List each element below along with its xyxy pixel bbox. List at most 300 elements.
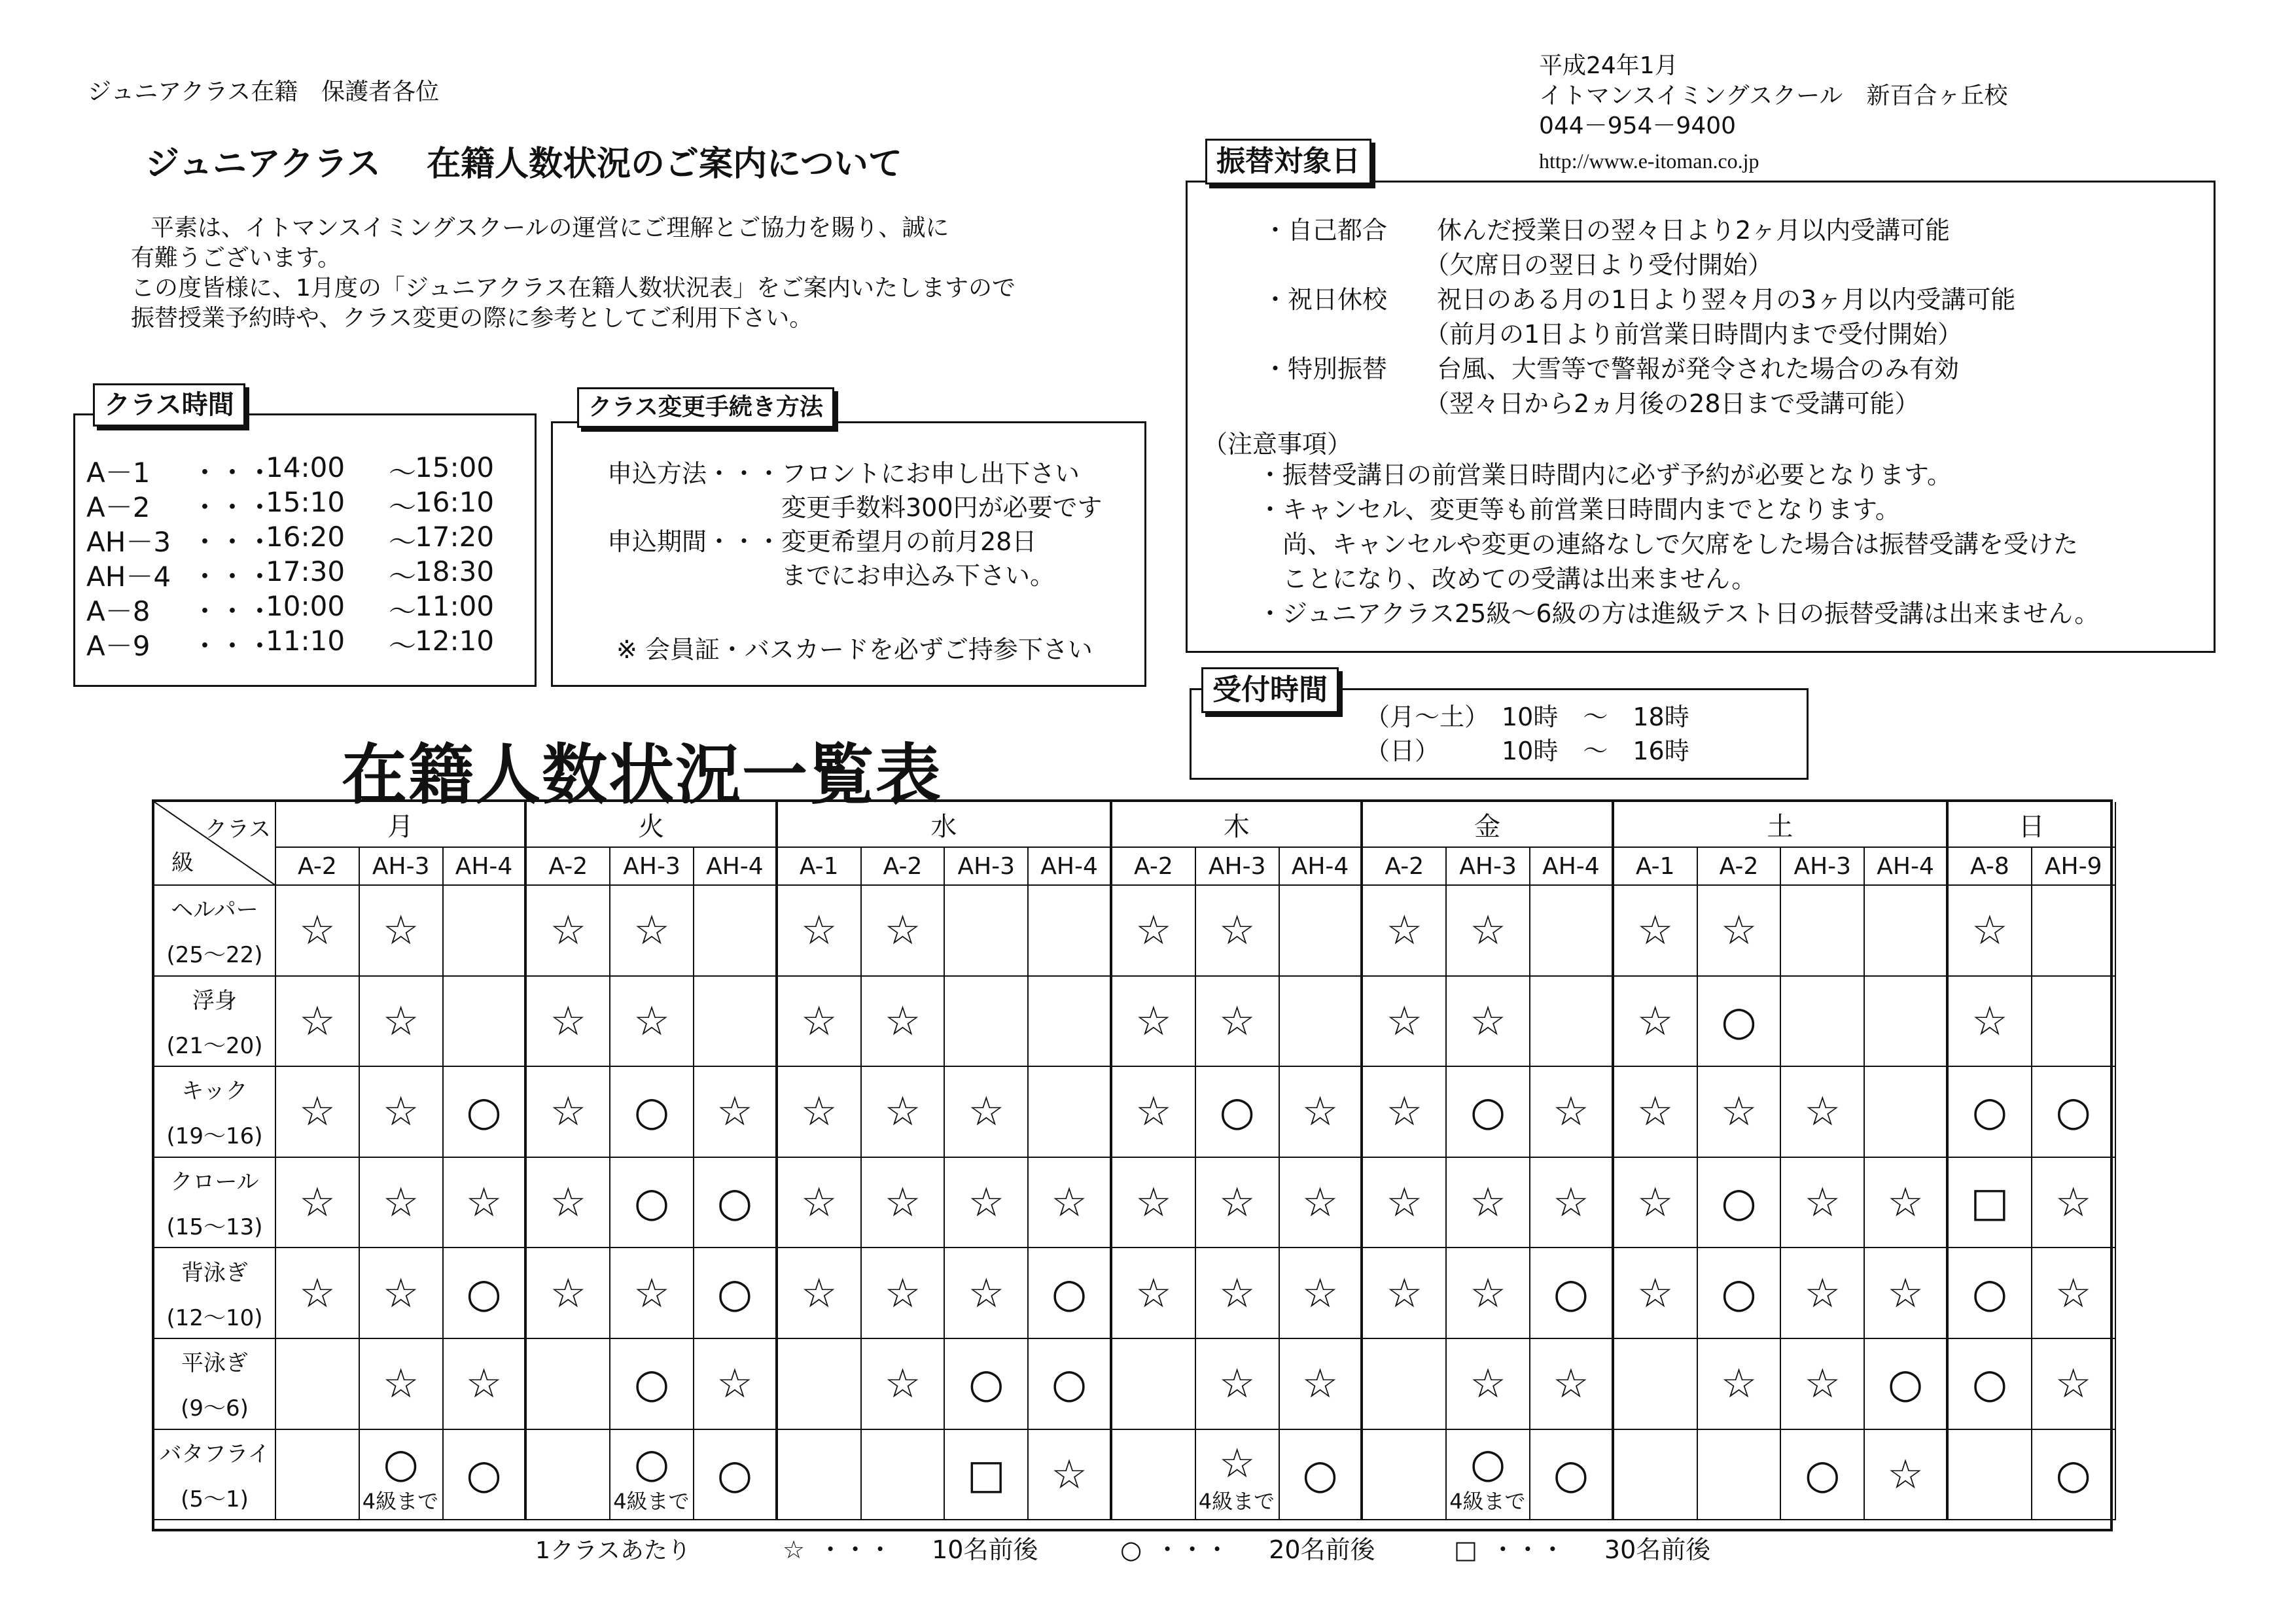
status-cell [2032, 1158, 2116, 1249]
status-cell [1781, 1339, 1865, 1430]
class-time-end: 17:20 [415, 521, 495, 553]
status-cell [694, 886, 778, 977]
status-symbol: ☆ [1470, 906, 1506, 954]
status-cell [444, 1339, 527, 1430]
legend-dots: ・・・ [818, 1535, 893, 1564]
level-range: (15～13) [166, 1214, 263, 1241]
status-cell [276, 1067, 360, 1158]
status-symbol: ☆ [1135, 1178, 1172, 1227]
status-cell [1614, 977, 1698, 1068]
bring-card-note: ※ 会員証・バスカードを必ずご持参下さい [616, 635, 1093, 664]
class-header: AH-4 [1530, 848, 1614, 886]
class-header: A-1 [1614, 848, 1698, 886]
change-procedure-text [607, 457, 1103, 593]
status-cell [1280, 1067, 1364, 1158]
status-cell [276, 1248, 360, 1339]
level-range: (9～6) [181, 1395, 249, 1422]
status-cell [1112, 1339, 1196, 1430]
status-symbol: ○ [1470, 1439, 1506, 1487]
status-symbol: ☆ [1553, 1359, 1589, 1408]
status-symbol: ☆ [800, 996, 838, 1045]
status-symbol: ☆ [633, 996, 670, 1045]
status-symbol: ☆ [1051, 1450, 1087, 1498]
status-symbol: ☆ [1470, 1178, 1506, 1227]
legend-dots: ・・・ [1155, 1535, 1230, 1564]
status-cell [444, 1248, 527, 1339]
level-name: バタフライ [159, 1440, 270, 1467]
class-header: AH-3 [360, 848, 444, 886]
status-cell [1280, 977, 1364, 1068]
status-symbol: ○ [2055, 1087, 2091, 1136]
day-header: 日 [1949, 802, 2116, 848]
status-cell [1698, 886, 1782, 977]
status-cell [2032, 1067, 2116, 1158]
status-symbol: ☆ [550, 1178, 587, 1227]
status-cell [2032, 1339, 2116, 1430]
makeup-rules [1263, 213, 2015, 421]
class-time-start: 11:10 [266, 625, 345, 657]
legend-text: 10名前後 [932, 1535, 1038, 1564]
legend-text: 20名前後 [1269, 1535, 1375, 1564]
status-cell [945, 1067, 1029, 1158]
status-cell [778, 1248, 862, 1339]
status-symbol: ☆ [1553, 1178, 1589, 1227]
class-time-start: 10:00 [266, 590, 345, 622]
status-cell [360, 1158, 444, 1249]
status-cell [1363, 1248, 1447, 1339]
status-cell [1447, 1158, 1530, 1249]
status-symbol: ☆ [382, 1268, 419, 1317]
class-header: AH-3 [1196, 848, 1280, 886]
level-name: ヘルパー [171, 897, 258, 924]
status-cell [444, 1430, 527, 1521]
status-cell [862, 886, 945, 977]
change-line: までにお申込み下さい。 [607, 561, 1055, 590]
status-symbol: ○ [1971, 1359, 2007, 1408]
status-cell [444, 1158, 527, 1249]
class-header: AH-9 [2032, 848, 2116, 886]
class-time-start: 17:30 [266, 555, 345, 587]
status-cell [1196, 1430, 1280, 1521]
status-symbol: ○ [383, 1439, 419, 1487]
status-cell [1280, 886, 1364, 977]
status-symbol: ○ [716, 1450, 752, 1498]
status-symbol: ☆ [800, 906, 838, 954]
class-time-dots: ・・・ [191, 595, 274, 627]
level-label [154, 977, 276, 1068]
status-cell [276, 1158, 360, 1249]
status-symbol: ☆ [1051, 1178, 1087, 1227]
status-cell [1029, 977, 1112, 1068]
status-symbol: □ [966, 1450, 1006, 1498]
legend-symbol: ○ [1120, 1535, 1142, 1564]
status-cell [360, 886, 444, 977]
status-symbol: ☆ [1218, 906, 1256, 954]
class-header: A-2 [1363, 848, 1447, 886]
class-time-start: 16:20 [266, 521, 345, 553]
status-symbol: ☆ [884, 1087, 921, 1136]
status-cell [444, 977, 527, 1068]
status-symbol: ☆ [1636, 906, 1674, 954]
status-symbol: ☆ [1386, 906, 1423, 954]
class-time-tilde: ～ [389, 491, 417, 523]
status-cell [1614, 1067, 1698, 1158]
status-symbol: ☆ [884, 996, 921, 1045]
status-symbol: ☆ [1135, 1268, 1172, 1317]
status-symbol: ○ [466, 1268, 502, 1317]
status-cell [1112, 886, 1196, 977]
class-time-end: 12:10 [415, 625, 495, 657]
page-title: ジュニアクラス 在籍人数状況のご案内について [145, 145, 902, 184]
status-symbol: ☆ [1553, 1087, 1589, 1136]
level-range: (19～16) [166, 1123, 263, 1150]
class-time-tilde: ～ [389, 630, 417, 662]
note-line: ことになり、改めての受講は出来ません。 [1258, 565, 1757, 593]
day-header: 火 [527, 802, 777, 848]
status-cell [1698, 1158, 1782, 1249]
recipient: ジュニアクラス在籍 保護者各位 [88, 79, 440, 105]
class-time-dots: ・・・ [191, 457, 274, 489]
status-symbol: ☆ [1636, 1268, 1674, 1317]
status-cell [276, 1430, 360, 1521]
class-time-code: A－8 [86, 595, 150, 627]
status-cell [1363, 1067, 1447, 1158]
status-symbol: ○ [716, 1268, 752, 1317]
status-cell [862, 1158, 945, 1249]
status-cell [945, 1248, 1029, 1339]
status-cell [694, 1158, 778, 1249]
legend-item [783, 1529, 1038, 1565]
status-symbol: ☆ [550, 996, 587, 1045]
status-cell [1196, 886, 1280, 977]
status-symbol: ○ [466, 1087, 502, 1136]
class-time-end: 18:30 [415, 555, 495, 587]
status-cell [1781, 977, 1865, 1068]
level-name: 浮身 [192, 987, 237, 1014]
status-cell [1029, 1430, 1112, 1521]
status-cell [360, 1067, 444, 1158]
level-label [154, 1158, 276, 1249]
change-line: 申込期間・・・変更希望月の前月28日 [607, 527, 1037, 556]
status-cell [527, 1430, 610, 1521]
status-symbol: □ [1970, 1178, 2009, 1227]
website-url: http://www.e-itoman.co.jp [1539, 149, 1759, 173]
status-symbol: ☆ [2055, 1178, 2092, 1227]
status-cell [1363, 1339, 1447, 1430]
status-cell [1196, 1067, 1280, 1158]
class-header: A-2 [862, 848, 945, 886]
status-symbol: ☆ [299, 1087, 336, 1136]
status-cell [778, 977, 862, 1068]
status-cell [1280, 1248, 1364, 1339]
class-time-tilde: ～ [389, 457, 417, 489]
class-header: AH-4 [1029, 848, 1112, 886]
status-symbol: ○ [1470, 1087, 1506, 1136]
status-cell [610, 1248, 694, 1339]
level-range: (21～20) [166, 1032, 263, 1059]
legend-dots: ・・・ [1490, 1535, 1565, 1564]
school-name: イトマンスイミングスクール 新百合ヶ丘校 [1539, 82, 2008, 109]
status-symbol: ☆ [1135, 996, 1172, 1045]
level-label [154, 886, 276, 977]
status-cell [2032, 1248, 2116, 1339]
status-symbol: ☆ [1135, 1087, 1172, 1136]
status-cell [360, 1339, 444, 1430]
status-symbol: ☆ [1971, 996, 2008, 1045]
change-line: 変更手数料300円が必要です [607, 493, 1103, 522]
class-header: AH-4 [694, 848, 778, 886]
status-cell [1949, 977, 2032, 1068]
status-symbol: ☆ [968, 1087, 1005, 1136]
status-cell [778, 1158, 862, 1249]
status-cell [778, 1067, 862, 1158]
day-header: 月 [276, 802, 527, 848]
status-symbol: ☆ [1470, 1359, 1506, 1408]
status-symbol: ☆ [1887, 1450, 1924, 1498]
note-line: 尚、キャンセルや変更の連絡なしで欠席をした場合は振替受講を受けた [1258, 530, 2079, 559]
date: 平成24年1月 [1539, 52, 1678, 79]
class-header: AH-3 [1781, 848, 1865, 886]
status-symbol: ☆ [299, 906, 336, 954]
status-cell [1112, 1158, 1196, 1249]
level-range: (25～22) [166, 942, 263, 969]
status-cell [862, 1067, 945, 1158]
status-cell [1865, 1067, 1949, 1158]
makeup-line: ・特別振替 台風、大雪等で警報が発令された場合のみ有効 [1263, 355, 1960, 383]
class-header: AH-4 [444, 848, 527, 886]
class-header: AH-3 [945, 848, 1029, 886]
status-symbol: ☆ [382, 996, 419, 1045]
intro-line: 有難うございます。 [131, 245, 342, 271]
makeup-line: （前月の1日より前営業日時間内まで受付開始） [1263, 320, 1963, 349]
status-symbol: ☆ [1301, 1359, 1339, 1408]
status-cell [1949, 1339, 2032, 1430]
status-cell [1949, 1248, 2032, 1339]
status-symbol: ☆ [716, 1359, 753, 1408]
corner-class-label: クラス [205, 816, 271, 843]
status-cell [1112, 1248, 1196, 1339]
status-cell [527, 886, 610, 977]
class-time-code: A－1 [86, 457, 150, 489]
reception-tag: 受付時間 [1201, 667, 1339, 713]
status-symbol: ☆ [884, 1268, 921, 1317]
status-cell [1029, 1067, 1112, 1158]
status-cell [862, 1248, 945, 1339]
status-cell [1698, 1339, 1782, 1430]
class-header: AH-4 [1865, 848, 1949, 886]
level-label [154, 1430, 276, 1521]
status-cell [1112, 1430, 1196, 1521]
status-symbol: ☆ [1804, 1178, 1841, 1227]
status-cell [1698, 1067, 1782, 1158]
class-time-code: A－9 [86, 630, 150, 662]
status-symbol: ☆ [633, 1268, 670, 1317]
makeup-line: ・祝日休校 祝日のある月の1日より翌々月の3ヶ月以内受講可能 [1263, 285, 2016, 314]
status-cell [1196, 1158, 1280, 1249]
status-cell [1614, 886, 1698, 977]
status-cell [862, 1339, 945, 1430]
status-cell [1614, 1248, 1698, 1339]
status-cell [527, 1158, 610, 1249]
status-cell [694, 1248, 778, 1339]
cell-note: 4級まで [362, 1489, 439, 1514]
status-symbol: ☆ [1636, 1178, 1674, 1227]
level-label [154, 1248, 276, 1339]
status-cell [610, 1339, 694, 1430]
status-cell [1949, 886, 2032, 977]
status-symbol: ☆ [550, 1268, 587, 1317]
makeup-line: （欠席日の翌日より受付開始） [1263, 251, 1773, 279]
status-cell [1029, 1248, 1112, 1339]
status-symbol: ☆ [1804, 1268, 1841, 1317]
status-symbol: ☆ [1218, 996, 1256, 1045]
status-cell [1865, 1248, 1949, 1339]
status-cell [694, 977, 778, 1068]
class-time-code: AH－4 [86, 561, 171, 593]
class-time-end: 11:00 [415, 590, 495, 622]
status-cell [1865, 977, 1949, 1068]
status-symbol: ☆ [1386, 1178, 1423, 1227]
status-symbol: ☆ [550, 1087, 587, 1136]
status-cell [1530, 977, 1614, 1068]
status-cell [1698, 1248, 1782, 1339]
legend-prefix: 1クラスあたり [535, 1537, 691, 1564]
intro-line: この度皆様に、1月度の「ジュニアクラス在籍人数状況表」をご案内いたしますので [131, 275, 1016, 302]
status-cell [945, 1158, 1029, 1249]
status-symbol: ○ [1302, 1450, 1338, 1498]
status-symbol: ☆ [800, 1178, 838, 1227]
class-header: A-2 [276, 848, 360, 886]
status-cell [778, 1339, 862, 1430]
status-symbol: ☆ [1218, 1178, 1256, 1227]
status-symbol: ☆ [2055, 1268, 2092, 1317]
status-cell [862, 1430, 945, 1521]
status-symbol: ☆ [884, 1178, 921, 1227]
status-cell [360, 1248, 444, 1339]
status-cell [610, 1430, 694, 1521]
status-cell [1614, 1430, 1698, 1521]
note-line: ・振替受講日の前営業日時間内に必ず予約が必要となります。 [1258, 461, 1952, 489]
intro-line: 平素は、イトマンスイミングスクールの運営にご理解とご協力を賜り、誠に [150, 215, 949, 241]
level-name: 背泳ぎ [181, 1259, 248, 1286]
makeup-line: （翌々日から2ヵ月後の28日まで受講可能） [1263, 389, 1920, 418]
status-symbol: ☆ [299, 996, 336, 1045]
status-cell [1781, 1430, 1865, 1521]
status-cell [360, 1430, 444, 1521]
status-cell [1447, 1067, 1530, 1158]
status-cell [778, 886, 862, 977]
status-cell [276, 977, 360, 1068]
class-header: A-1 [778, 848, 862, 886]
status-cell [694, 1339, 778, 1430]
status-cell [1781, 886, 1865, 977]
status-cell [1530, 1248, 1614, 1339]
status-cell [1949, 1430, 2032, 1521]
status-cell [2032, 977, 2116, 1068]
class-time-start: 14:00 [266, 451, 345, 483]
status-cell [945, 1339, 1029, 1430]
status-symbol: ☆ [1301, 1178, 1339, 1227]
class-time-start: 15:10 [266, 486, 345, 518]
status-symbol: ☆ [633, 906, 670, 954]
status-cell [1865, 1339, 1949, 1430]
status-cell [527, 1339, 610, 1430]
status-cell [1530, 1067, 1614, 1158]
status-cell [1698, 1430, 1782, 1521]
status-symbol: ☆ [1720, 906, 1757, 954]
status-cell [1530, 1430, 1614, 1521]
status-symbol: ☆ [465, 1178, 503, 1227]
change-procedure-tag: クラス変更手続き方法 [577, 387, 834, 428]
class-header: AH-3 [610, 848, 694, 886]
status-symbol: ☆ [382, 1178, 419, 1227]
note-line: ・キャンセル、変更等も前営業日時間内までとなります。 [1258, 495, 1900, 524]
status-symbol: ☆ [1804, 1359, 1841, 1408]
status-symbol: ○ [1219, 1087, 1255, 1136]
status-cell [1112, 1067, 1196, 1158]
status-symbol: ☆ [884, 906, 921, 954]
status-cell [1280, 1339, 1364, 1430]
status-symbol: ☆ [968, 1268, 1005, 1317]
status-cell [1447, 886, 1530, 977]
corner-level-label: 級 [171, 850, 194, 876]
class-header: A-2 [1112, 848, 1196, 886]
status-symbol: ○ [2055, 1450, 2091, 1498]
status-symbol: ☆ [299, 1268, 336, 1317]
status-symbol: ○ [466, 1450, 502, 1498]
cell-note: 4級まで [1198, 1489, 1275, 1514]
status-cell [1447, 1248, 1530, 1339]
level-label [154, 1339, 276, 1430]
status-cell [1447, 1430, 1530, 1521]
status-symbol: ○ [1721, 1178, 1757, 1227]
class-time-end: 15:00 [415, 451, 495, 483]
class-header: A-2 [527, 848, 610, 886]
notes-title: （注意事項） [1203, 430, 1352, 459]
status-symbol: ○ [1805, 1450, 1841, 1498]
status-cell [1280, 1430, 1364, 1521]
status-symbol: ☆ [1301, 1087, 1339, 1136]
status-cell [1029, 1158, 1112, 1249]
enrollment-table [152, 799, 2113, 1531]
status-symbol: ☆ [1470, 996, 1506, 1045]
status-cell [610, 977, 694, 1068]
makeup-line: ・自己都合 休んだ授業日の翌々日より2ヶ月以内受講可能 [1263, 216, 1951, 245]
class-header: AH-3 [1447, 848, 1530, 886]
status-cell [1781, 1067, 1865, 1158]
status-cell [1614, 1339, 1698, 1430]
level-range: (5～1) [181, 1486, 249, 1512]
status-cell [694, 1067, 778, 1158]
status-cell [1363, 1430, 1447, 1521]
status-symbol: ○ [1051, 1359, 1087, 1408]
status-cell [1865, 1430, 1949, 1521]
status-symbol: ☆ [1804, 1087, 1841, 1136]
status-cell [1865, 886, 1949, 977]
class-time-dots: ・・・ [191, 630, 274, 662]
status-symbol: ☆ [1470, 1268, 1506, 1317]
status-symbol: ☆ [1386, 1087, 1423, 1136]
status-cell [1698, 977, 1782, 1068]
status-cell [1196, 1248, 1280, 1339]
note-line: ・ジュニアクラス25級～6級の方は進級テスト日の振替受講は出来ません。 [1258, 599, 2100, 628]
status-cell [945, 1430, 1029, 1521]
level-name: クロール [170, 1169, 259, 1196]
status-symbol: ☆ [968, 1178, 1005, 1227]
status-symbol: ○ [634, 1439, 670, 1487]
status-symbol: ☆ [382, 1359, 419, 1408]
status-symbol: ☆ [1887, 1268, 1924, 1317]
